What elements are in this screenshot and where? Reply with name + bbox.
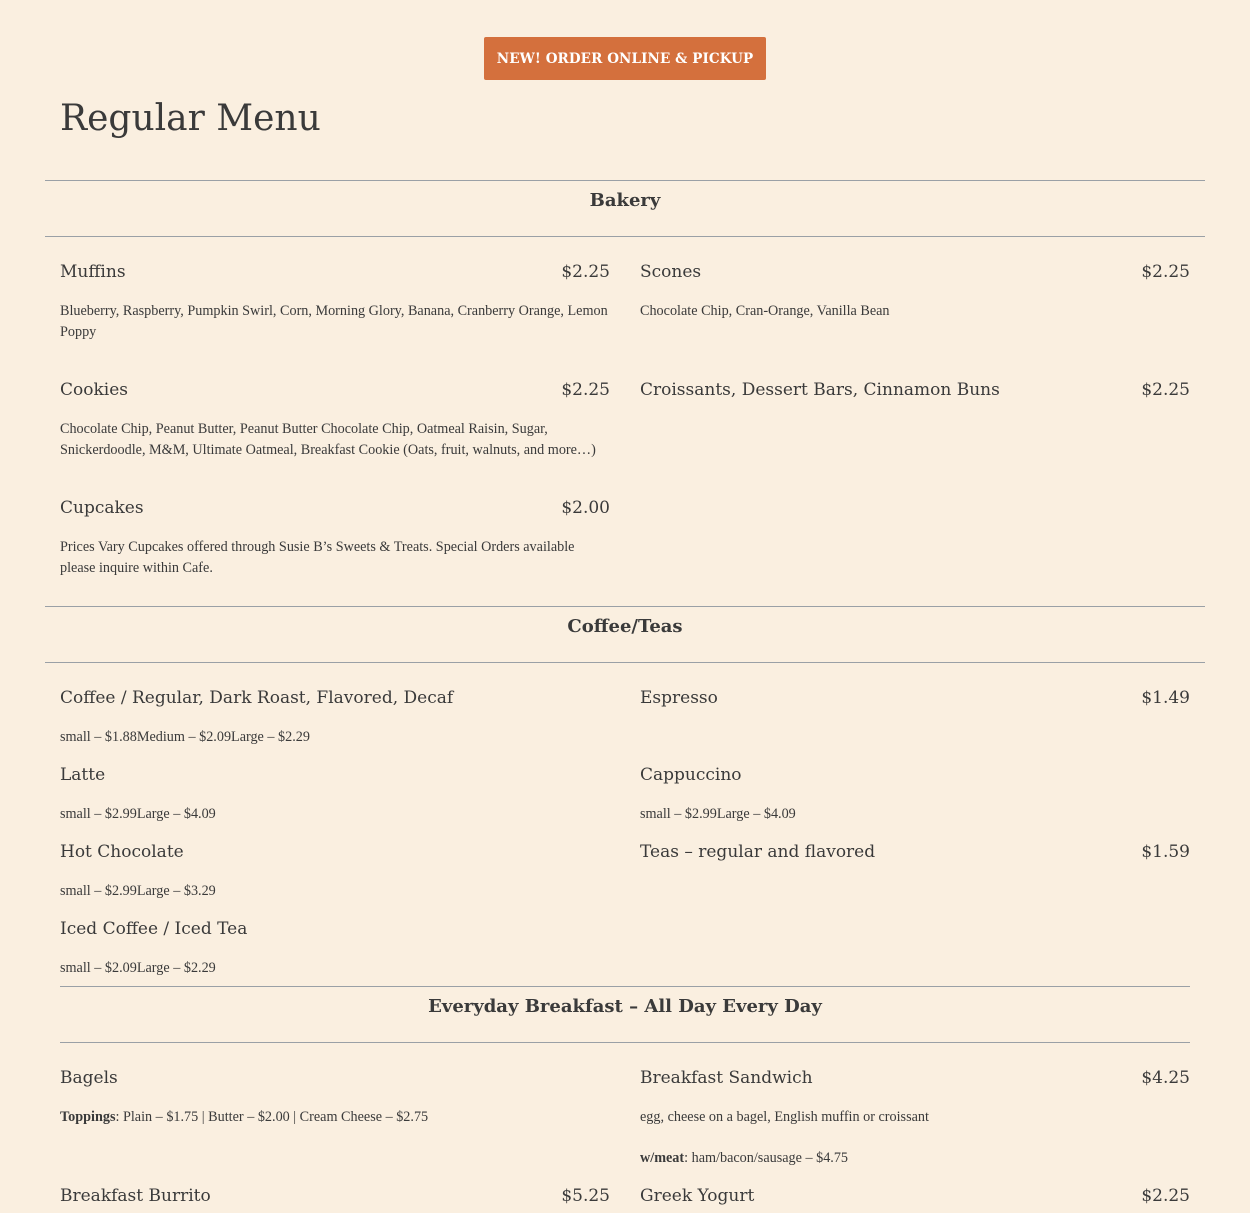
menu-item-description: Chocolate Chip, Peanut Butter, Peanut Butter Chocolate Chip, Oatmeal Raisin, Sugar, Snickerdoodle, M&M, Ultimate Oatmeal, Breakfast Cookie (Oats, fruit, walnuts, and more…) [60, 421, 596, 458]
toppings-text: : Plain – $1.75 | Butter – $2.00 | Cream Cheese – $2.75 [115, 1109, 429, 1125]
menu-item-description: small – $2.99Large – $3.29 [60, 883, 216, 899]
toppings-label: Toppings [60, 1109, 116, 1125]
divider [45, 236, 1205, 237]
menu-item-price: $2.25 [1141, 1186, 1190, 1206]
menu-item-name: Hot Chocolate [60, 842, 184, 862]
menu-item-price: $5.25 [561, 1186, 610, 1206]
order-online-button[interactable]: NEW! ORDER ONLINE & PICKUP [484, 37, 766, 80]
section-title-coffee-teas: Coffee/Teas [567, 616, 683, 637]
menu-item-name: Teas – regular and flavored [640, 842, 876, 862]
menu-item-name: Croissants, Dessert Bars, Cinnamon Buns [640, 380, 1000, 400]
menu-item-name: Breakfast Sandwich [640, 1068, 813, 1088]
menu-item-description: Chocolate Chip, Cran-Orange, Vanilla Bean [640, 303, 890, 319]
menu-item-description: small – $2.99Large – $4.09 [60, 806, 216, 822]
divider [60, 1042, 1190, 1043]
menu-item-name: Latte [60, 765, 106, 785]
menu-item-price: $2.25 [561, 380, 610, 400]
menu-item-description: small – $1.88Medium – $2.09Large – $2.29 [60, 729, 310, 745]
menu-item-description: small – $2.99Large – $4.09 [640, 806, 796, 822]
menu-item-name: Scones [640, 262, 702, 282]
divider [45, 180, 1205, 181]
menu-item-name: Cappuccino [640, 765, 742, 785]
menu-item-price: $1.59 [1141, 842, 1190, 862]
menu-item-name: Espresso [640, 688, 718, 708]
section-title-bakery: Bakery [589, 190, 661, 211]
meat-text: : ham/bacon/sausage – $4.75 [684, 1150, 849, 1166]
menu-item-name: Cupcakes [60, 498, 144, 518]
menu-item-description: Blueberry, Raspberry, Pumpkin Swirl, Corn, Morning Glory, Banana, Cranberry Orange, Lemon Poppy [60, 303, 608, 340]
page-title: Regular Menu [60, 98, 321, 139]
menu-item-price: $1.49 [1141, 688, 1190, 708]
menu-item-price: $2.00 [561, 498, 610, 518]
menu-item-description: egg, cheese on a bagel, English muffin or croissant [640, 1109, 929, 1125]
menu-item-name: Breakfast Burrito [60, 1186, 211, 1206]
menu-item-price: $4.25 [1141, 1068, 1190, 1088]
divider [60, 986, 1190, 987]
meat-label: w/meat [640, 1150, 685, 1166]
menu-item-price: $2.25 [1141, 262, 1190, 282]
menu-item-name: Bagels [60, 1068, 118, 1088]
menu-item-name: Iced Coffee / Iced Tea [60, 919, 248, 939]
divider [45, 662, 1205, 663]
menu-item-price: $2.25 [561, 262, 610, 282]
menu-item-description [60, 1107, 612, 1128]
menu-item-name: Coffee / Regular, Dark Roast, Flavored, Decaf [60, 688, 454, 708]
menu-item-addon [640, 1148, 1192, 1169]
section-title-breakfast: Everyday Breakfast – All Day Every Day [428, 996, 822, 1017]
menu-item-price: $2.25 [1141, 380, 1190, 400]
menu-item-name: Cookies [60, 380, 128, 400]
menu-item-description: small – $2.09Large – $2.29 [60, 960, 216, 976]
menu-item-description: Prices Vary Cupcakes offered through Susie B’s Sweets & Treats. Special Orders available please inquire within Cafe. [60, 539, 575, 576]
menu-item-name: Muffins [60, 262, 126, 282]
divider [45, 606, 1205, 607]
menu-item-name: Greek Yogurt [640, 1186, 755, 1206]
